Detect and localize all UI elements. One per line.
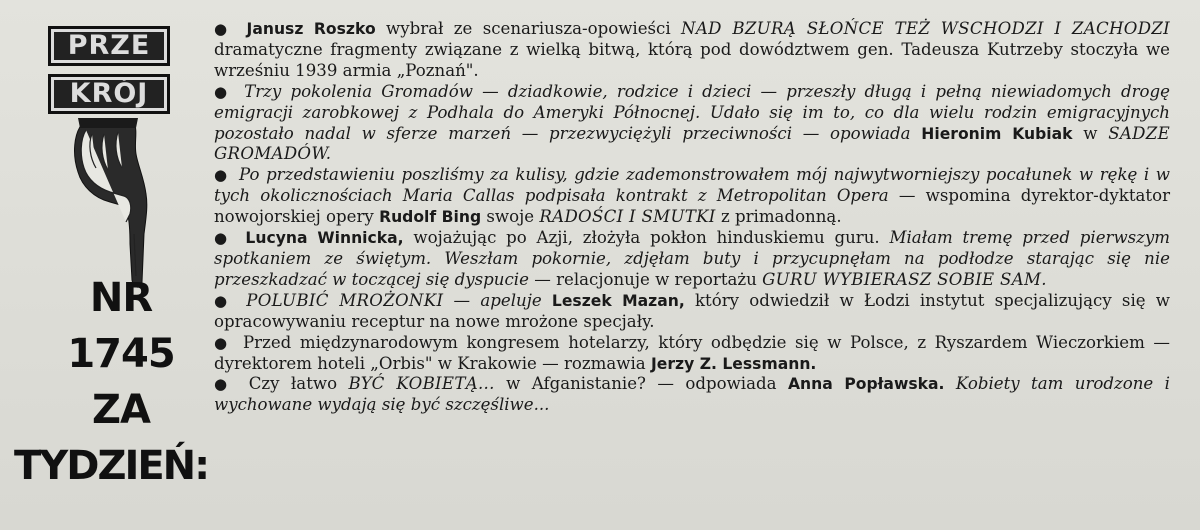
issue-number: 1745: [67, 331, 175, 377]
item-text: — relacjonuje w reportażu: [534, 269, 757, 289]
item-author: Janusz Roszko: [246, 20, 376, 38]
issue-contents: [214, 19, 1170, 416]
pointing-hand-icon: [64, 114, 164, 294]
item-text: w Afganistanie? — odpowiada: [506, 374, 777, 394]
item-author: Jerzy Z. Lessmann.: [650, 354, 817, 373]
item-text: — apeluje: [453, 290, 542, 310]
item-title: BYĆ KOBIETĄ...: [348, 374, 495, 394]
item-text: wybrał ze scenariusza-opowieści: [386, 19, 671, 38]
bullet-icon: ●: [214, 166, 229, 185]
item-title: GURU WYBIERASZ SOBIE SAM.: [762, 269, 1047, 289]
item-text: swoje: [486, 207, 535, 227]
issue-nr: NR: [89, 275, 153, 321]
item-lessmann: [214, 333, 1170, 375]
item-title: POLUBIĆ MROŻONKI: [246, 290, 444, 310]
item-text: wojażując po Azji, złożyła pokłon hinduskiemu guru.: [413, 228, 880, 248]
issue-za: ZA: [92, 387, 150, 433]
bullet-icon: ●: [214, 375, 234, 394]
item-text: w: [1083, 123, 1098, 143]
przekroj-logo: [48, 26, 166, 122]
item-text: który odwiedził w Łodzi instytut specjalizujący się w opracowywaniu receptur na nowe mrożone specjały.: [214, 290, 1171, 331]
item-text: Przed międzynarodowym kongresem hotelarzy, który odbędzie się w Polsce, z Ryszardem Wieczorkiem — dyrektorem hoteli „Orbis" w Krakowie — rozmawia: [214, 332, 1171, 373]
item-text: z primadonną.: [720, 207, 842, 227]
item-quote: Kobiety tam urodzone i wychowane wydają się być szczęśliwe...: [214, 374, 1170, 415]
bullet-icon: ●: [214, 20, 233, 38]
bullet-icon: ●: [214, 333, 231, 352]
item-mazan: [214, 291, 1170, 333]
item-quote: Miałam tremę przed pierwszym spotkaniem ze świętym. Weszłam pokornie, zdjęłam buty i przycupnęłam na podłodze starając się nie przeszkadzać w toczącej się dyspucie: [214, 228, 1171, 289]
item-title: RADOŚCI I SMUTKI: [539, 207, 716, 227]
item-quote: Po przedstawieniu poszliśmy za kulisy, gdzie zademonstrowałem mój najwytworniejszy pocałunek w rękę i w tych okolicznościach Maria Callas podpisała kontrakt z Metropolitan Opera: [214, 165, 1170, 206]
item-text: Czy łatwo: [248, 374, 338, 394]
item-quote: Trzy pokolenia Gromadów — dziadkowie, rodzice i dzieci — przeszły długą i pełną niewiadomych drogę emigracji zarobkowej z Podhala do Ameryki Północnej. Udało się im to, co dla wielu rodzin emigracyjnych pozostało nadal w sferze marzeń — przezwyciężyli przeciwności: [214, 81, 1170, 143]
item-author: Lucyna Winnicka,: [245, 229, 404, 248]
item-author: Anna Popławska.: [787, 375, 945, 394]
item-text: — wspomina dyrektor-dyktator nowojorskiej opery: [214, 186, 1170, 227]
issue-week: TYDZIEŃ:: [14, 443, 209, 489]
bullet-icon: ●: [214, 291, 233, 310]
logo-top: PRZE: [48, 26, 170, 66]
item-text: — opowiada: [802, 123, 911, 143]
bullet-icon: ●: [214, 82, 231, 101]
logo-bottom: KRÓJ: [48, 74, 170, 114]
item-text: dramatyczne fragmenty związane z wielką bitwą, którą pod dowództwem gen. Tadeusza Kutrzeby stoczyła we wrześniu 1939 armia „Poznań".: [214, 39, 1170, 80]
issue-label: [14, 270, 209, 494]
item-bing: [214, 165, 1170, 228]
item-author: Rudolf Bing: [379, 208, 482, 227]
item-winnicka: [214, 228, 1170, 291]
item-author: Hieronim Kubiak: [921, 124, 1073, 143]
item-title: SADZE GROMADÓW.: [214, 123, 1171, 164]
item-roszko: [214, 19, 1170, 82]
item-title: NAD BZURĄ SŁOŃCE TEŻ WSCHODZI I ZACHODZI: [681, 19, 1171, 38]
masthead: [14, 22, 209, 522]
item-poplawska: [214, 374, 1170, 416]
item-author: Leszek Mazan,: [551, 291, 685, 310]
item-kubiak: [214, 82, 1170, 166]
bullet-icon: ●: [214, 229, 232, 248]
